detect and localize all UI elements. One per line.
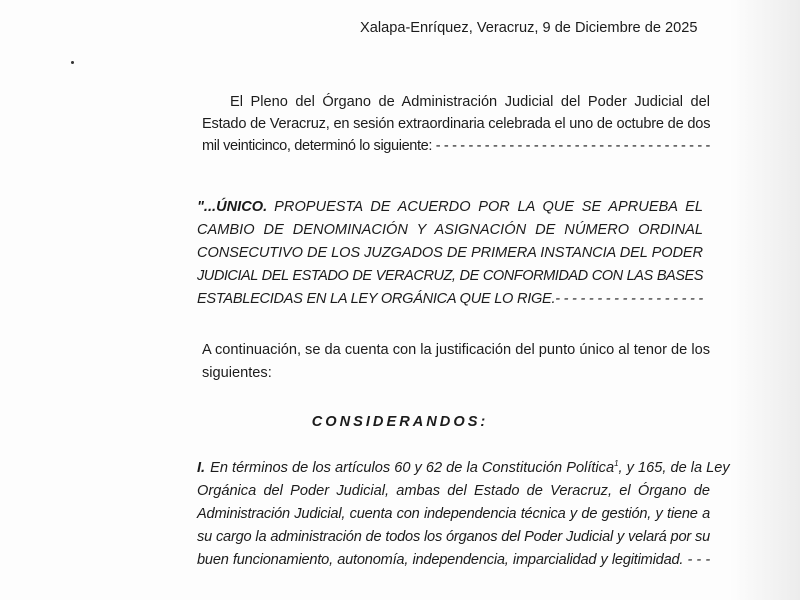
considerando-text: , y 165, de la Ley (618, 460, 730, 476)
quote-text: PROPUESTA DE ACUERDO POR LA QUE SE APRUEBA EL (274, 199, 703, 215)
quote-lead: "...ÚNICO. (197, 199, 268, 215)
quote-line: ESTABLECIDAS EN LA LEY ORGÁNICA QUE LO RIGE.- - - - - - - - - - - - - - - - - - (197, 291, 703, 307)
ink-speck (71, 61, 74, 64)
considerando-line: Administración Judicial, cuenta con independencia técnica y de gestión, y tiene a (197, 506, 710, 522)
quote-line (197, 197, 703, 217)
considerando-text: En términos de los artículos 60 y 62 de la Constitución Política (210, 460, 615, 476)
intro-line: El Pleno del Órgano de Administración Judicial del Poder Judicial del (230, 94, 710, 110)
section-heading: CONSIDERANDOS: (311, 414, 489, 430)
quote-line: JUDICIAL DEL ESTADO DE VERACRUZ, DE CONFORMIDAD CON LAS BASES (197, 268, 703, 284)
numeral: I. (197, 460, 206, 476)
continuation-line: siguientes: (202, 365, 272, 381)
quote-line: CONSECUTIVO DE LOS JUZGADOS DE PRIMERA INSTANCIA DEL PODER (197, 245, 703, 261)
considerando-line (197, 458, 730, 478)
intro-line: Estado de Veracruz, en sesión extraordinaria celebrada el uno de octubre de dos (202, 116, 711, 132)
quote-line: CAMBIO DE DENOMINACIÓN Y ASIGNACIÓN DE NÚMERO ORDINAL (197, 222, 703, 238)
continuation-line: A continuación, se da cuenta con la justificación del punto único al tenor de los (202, 342, 710, 358)
considerando-line: buen funcionamiento, autonomía, independencia, imparcialidad y legitimidad. - - - (197, 552, 710, 568)
considerando-line: Orgánica del Poder Judicial, ambas del Estado de Veracruz, el Órgano de (197, 483, 710, 499)
page-shadow (730, 0, 800, 600)
intro-line: mil veinticinco, determinó lo siguiente: - - - - - - - - - - - - - - - - - - - - - - - - - - - - - - - - - - (202, 138, 710, 154)
date-line: Xalapa-Enríquez, Veracruz, 9 de Diciembre de 2025 (360, 20, 698, 36)
footnote-ref: 1 (614, 459, 619, 469)
considerando-line: su cargo la administración de todos los órganos del Poder Judicial y velará por su (197, 529, 710, 545)
